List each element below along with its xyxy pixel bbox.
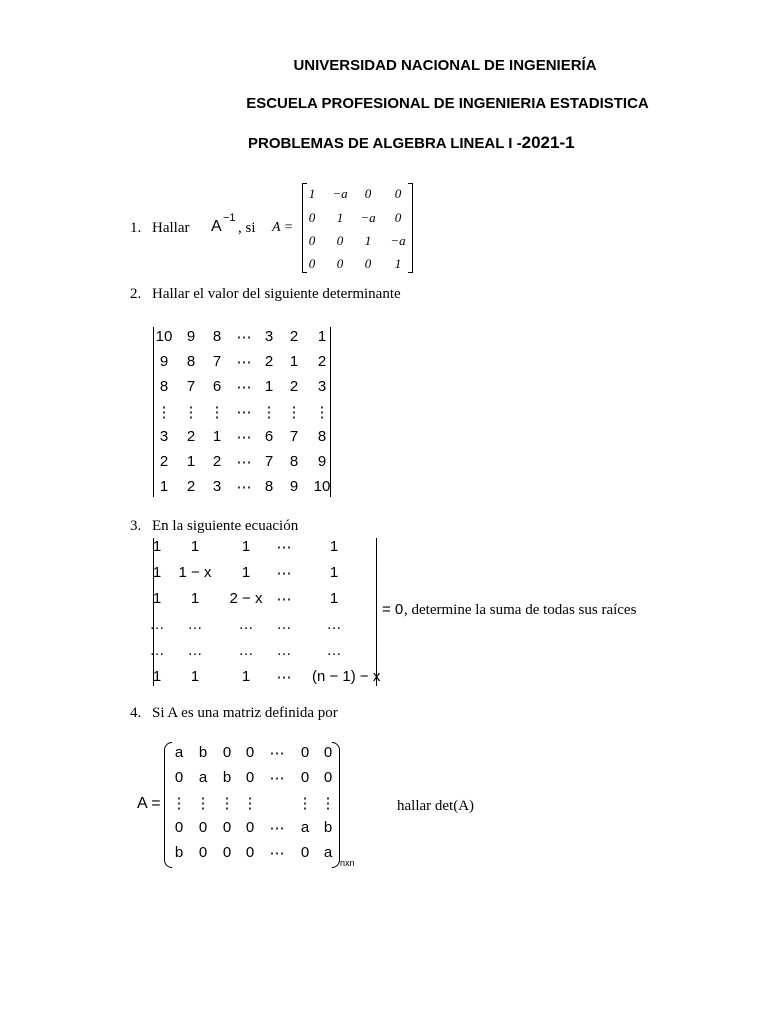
matrix-cell: 1 bbox=[264, 378, 274, 395]
matrix-cell: 2 bbox=[317, 353, 327, 370]
matrix-cell: 8 bbox=[264, 478, 274, 495]
matrix-cell: ⋯ bbox=[276, 669, 292, 686]
matrix-cell: 3 bbox=[159, 428, 169, 445]
matrix-cell: 8 bbox=[212, 328, 222, 345]
problem-3-text: En la siguiente ecuación bbox=[152, 518, 299, 534]
problem-1-si: , si bbox=[238, 220, 256, 236]
matrix-cell: 0 bbox=[222, 844, 232, 861]
university-title: UNIVERSIDAD NACIONAL DE INGENIERÍA bbox=[293, 57, 597, 74]
matrix-cell: 0 bbox=[308, 210, 316, 225]
matrix-cell: 3 bbox=[264, 328, 274, 345]
matrix-cell: 1 bbox=[317, 328, 327, 345]
matrix-cell: 0 bbox=[336, 256, 344, 271]
problem-4-subscript: nxn bbox=[340, 858, 355, 868]
matrix-cell: ⋯ bbox=[269, 820, 285, 837]
matrix-cell: 7 bbox=[264, 453, 274, 470]
matrix-cell: ⋯ bbox=[276, 539, 292, 556]
matrix-cell: b bbox=[222, 769, 232, 786]
matrix-cell: 0 bbox=[300, 769, 310, 786]
matrix-cell: 1 bbox=[241, 564, 251, 581]
matrix-cell: 8 bbox=[186, 353, 196, 370]
matrix-cell: ⋮ bbox=[261, 404, 277, 421]
matrix-cell: 0 bbox=[174, 819, 184, 836]
matrix-cell: ⋯ bbox=[269, 745, 285, 762]
matrix-cell: 9 bbox=[159, 353, 169, 370]
matrix-cell: 0 bbox=[394, 210, 402, 225]
matrix-cell: a bbox=[198, 769, 208, 786]
matrix-cell: 2 − x bbox=[229, 590, 263, 607]
problem-3-equals: = 0 bbox=[382, 601, 404, 618]
matrix-cell: … bbox=[276, 616, 292, 633]
matrix-cell: 1 bbox=[190, 668, 200, 685]
matrix-cell: … bbox=[187, 616, 203, 633]
determinant-bar-right bbox=[376, 538, 377, 686]
matrix-cell: ⋯ bbox=[276, 591, 292, 608]
matrix-cell: 0 bbox=[174, 769, 184, 786]
matrix-cell: ⋯ bbox=[236, 404, 252, 421]
matrix-cell: 2 bbox=[289, 378, 299, 395]
matrix-cell: 1 bbox=[241, 668, 251, 685]
matrix-cell: 1 bbox=[364, 233, 372, 248]
matrix-cell: 0 bbox=[300, 744, 310, 761]
matrix-cell: ⋮ bbox=[286, 404, 302, 421]
matrix-cell: 1 bbox=[159, 478, 169, 495]
matrix-cell: ⋮ bbox=[171, 795, 187, 812]
document-year: 2021-1 bbox=[521, 133, 575, 152]
matrix-cell: ⋯ bbox=[269, 845, 285, 862]
matrix-cell: 6 bbox=[212, 378, 222, 395]
matrix-cell: 0 bbox=[245, 844, 255, 861]
matrix-cell: 2 bbox=[289, 328, 299, 345]
matrix-cell: ⋯ bbox=[236, 379, 252, 396]
matrix-cell: 0 bbox=[323, 769, 333, 786]
matrix-cell: 0 bbox=[308, 256, 316, 271]
matrix-cell: ⋮ bbox=[183, 404, 199, 421]
matrix-cell: 1 bbox=[190, 538, 200, 555]
matrix-cell: 0 bbox=[198, 844, 208, 861]
problem-4-text: Si A es una matriz definida por bbox=[152, 705, 338, 721]
matrix-cell: ⋮ bbox=[219, 795, 235, 812]
matrix-cell: 0 bbox=[222, 744, 232, 761]
problem-1-number: 1. bbox=[130, 220, 142, 236]
problem-4-question: hallar det(A) bbox=[397, 798, 475, 814]
matrix-cell: 1 bbox=[336, 210, 344, 225]
matrix-cell: 1 bbox=[186, 453, 196, 470]
matrix-cell: 2 bbox=[186, 478, 196, 495]
matrix-cell: −a bbox=[390, 233, 406, 248]
matrix-cell: −a bbox=[360, 210, 376, 225]
matrix-cell: 10 bbox=[313, 478, 331, 495]
problem-1-lhs: A = bbox=[272, 220, 294, 235]
matrix-cell: 1 bbox=[329, 538, 339, 555]
matrix-cell: 0 bbox=[394, 186, 402, 201]
matrix-cell: … bbox=[149, 642, 165, 659]
matrix-cell: … bbox=[326, 642, 342, 659]
determinant-bar-left bbox=[153, 538, 154, 686]
matrix-cell: 1 − x bbox=[178, 564, 212, 581]
matrix-cell: ⋮ bbox=[209, 404, 225, 421]
matrix-cell: 1 bbox=[308, 186, 316, 201]
problem-1-text: Hallar bbox=[152, 220, 190, 236]
matrix-cell: 0 bbox=[222, 819, 232, 836]
matrix-cell: ⋯ bbox=[236, 454, 252, 471]
problem-4-lhs: A = bbox=[137, 795, 161, 812]
matrix-cell: 7 bbox=[212, 353, 222, 370]
document-title-text: PROBLEMAS DE ALGEBRA LINEAL I - bbox=[248, 135, 522, 152]
matrix-cell: 1 bbox=[329, 564, 339, 581]
matrix-cell: 2 bbox=[186, 428, 196, 445]
matrix-cell: 1 bbox=[152, 564, 162, 581]
matrix-cell: 1 bbox=[289, 353, 299, 370]
matrix-cell: 2 bbox=[264, 353, 274, 370]
school-title: ESCUELA PROFESIONAL DE INGENIERIA ESTADISTICA bbox=[246, 95, 649, 112]
matrix-cell: a bbox=[174, 744, 184, 761]
matrix-cell: 0 bbox=[245, 819, 255, 836]
matrix-cell: 9 bbox=[186, 328, 196, 345]
matrix-cell: 0 bbox=[336, 233, 344, 248]
matrix-cell: ⋯ bbox=[236, 354, 252, 371]
matrix-cell: 0 bbox=[198, 819, 208, 836]
matrix-cell: ⋯ bbox=[276, 565, 292, 582]
document-title bbox=[248, 133, 575, 153]
matrix-cell: 9 bbox=[317, 453, 327, 470]
matrix-cell: 1 bbox=[212, 428, 222, 445]
matrix-cell: ⋮ bbox=[320, 795, 336, 812]
matrix-cell: 10 bbox=[155, 328, 173, 345]
matrix-cell: … bbox=[238, 642, 254, 659]
matrix-cell: b bbox=[323, 819, 333, 836]
matrix-cell: 8 bbox=[159, 378, 169, 395]
matrix-cell: 1 bbox=[152, 668, 162, 685]
matrix-cell: 0 bbox=[300, 844, 310, 861]
matrix-cell: 8 bbox=[289, 453, 299, 470]
problem-1-inverse: A bbox=[211, 218, 222, 235]
matrix-cell: 0 bbox=[245, 769, 255, 786]
matrix-cell: … bbox=[326, 616, 342, 633]
matrix-cell: ⋯ bbox=[236, 479, 252, 496]
matrix-cell: 7 bbox=[186, 378, 196, 395]
matrix-cell: 1 bbox=[394, 256, 402, 271]
matrix-cell: ⋮ bbox=[156, 404, 172, 421]
matrix-cell: 7 bbox=[289, 428, 299, 445]
problem-4-number: 4. bbox=[130, 705, 142, 721]
matrix-cell: ⋮ bbox=[297, 795, 313, 812]
matrix-cell: 0 bbox=[323, 744, 333, 761]
matrix-cell: 3 bbox=[317, 378, 327, 395]
matrix-cell: (n − 1) − x bbox=[312, 668, 381, 685]
matrix-cell: … bbox=[149, 616, 165, 633]
problem-2-number: 2. bbox=[130, 286, 142, 302]
matrix-cell: a bbox=[300, 819, 310, 836]
matrix-cell: ⋮ bbox=[242, 795, 258, 812]
matrix-cell: 1 bbox=[152, 590, 162, 607]
matrix-cell: 3 bbox=[212, 478, 222, 495]
matrix-cell: a bbox=[323, 844, 333, 861]
matrix-cell: 2 bbox=[212, 453, 222, 470]
matrix-cell: 6 bbox=[264, 428, 274, 445]
matrix-cell: 0 bbox=[308, 233, 316, 248]
matrix-cell: … bbox=[238, 616, 254, 633]
matrix-cell: ⋯ bbox=[236, 329, 252, 346]
matrix-cell: ⋮ bbox=[314, 404, 330, 421]
matrix-cell: ⋯ bbox=[269, 770, 285, 787]
matrix-cell: b bbox=[174, 844, 184, 861]
matrix-cell: 0 bbox=[364, 256, 372, 271]
problem-3-number: 3. bbox=[130, 518, 142, 534]
matrix-cell: 1 bbox=[152, 538, 162, 555]
matrix-cell: 0 bbox=[364, 186, 372, 201]
matrix-cell: b bbox=[198, 744, 208, 761]
matrix-cell: … bbox=[276, 642, 292, 659]
matrix-cell: 1 bbox=[241, 538, 251, 555]
problem-3-tail: , determine la suma de todas sus raíces bbox=[404, 602, 637, 618]
matrix-cell: 0 bbox=[245, 744, 255, 761]
matrix-cell: … bbox=[187, 642, 203, 659]
matrix-cell: 9 bbox=[289, 478, 299, 495]
matrix-cell: 1 bbox=[329, 590, 339, 607]
matrix-cell: 8 bbox=[317, 428, 327, 445]
matrix-cell: −a bbox=[332, 186, 348, 201]
problem-2-text: Hallar el valor del siguiente determinante bbox=[152, 286, 401, 302]
matrix-cell: ⋮ bbox=[195, 795, 211, 812]
matrix-cell: ⋯ bbox=[236, 429, 252, 446]
problem-1-exponent: −1 bbox=[223, 212, 236, 224]
matrix-cell: 2 bbox=[159, 453, 169, 470]
matrix-cell: 1 bbox=[190, 590, 200, 607]
